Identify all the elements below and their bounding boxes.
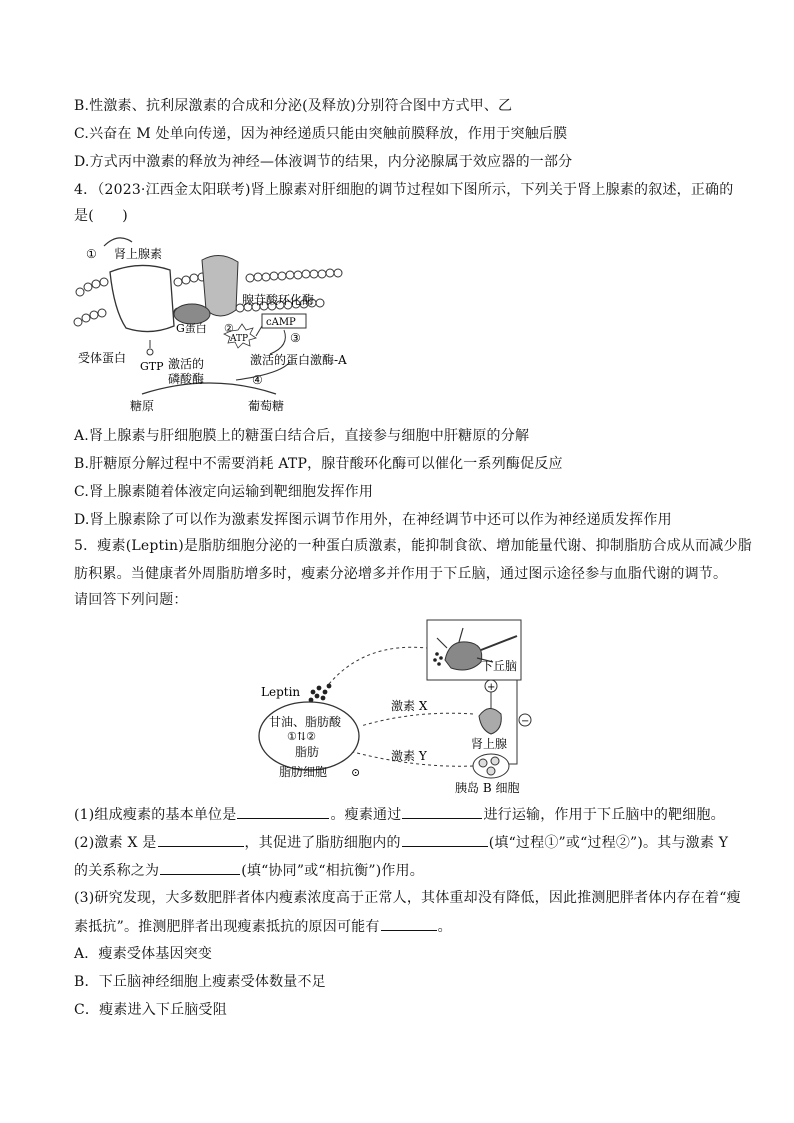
q4-option-d: D.肾上腺素除了可以作为激素发挥图示调节作用外，在神经调节中还可以作为神经递质发挥作用 xyxy=(74,512,672,528)
circle-3-label: ③ xyxy=(290,331,301,345)
q4-option-a: A.肾上腺素与肝细胞膜上的糖蛋白结合后，直接参与细胞中肝糖原的分解 xyxy=(74,428,530,444)
glycogen-label: 糖原 xyxy=(130,399,155,413)
q5-subquestion-3-line1: (3)研究发现，大多数肥胖者体内瘦素浓度高于正常人，其体重却没有降低，因此推测肥胖者体内存在着“瘦 xyxy=(74,890,741,906)
atp-label: ATP xyxy=(230,334,249,344)
q5-sub2-text-b: ，其促进了脂肪细胞内的 xyxy=(244,835,401,851)
adenylate-cyclase-shape xyxy=(202,255,238,316)
q4-figure-membrane-diagram xyxy=(70,230,380,415)
q5-stem-line1: 5．瘦素(Leptin)是脂肪细胞分泌的一种蛋白质激素，能抑制食欲、增加能量代谢、抑制脂肪合成从而减少脂 xyxy=(74,538,752,554)
leptin-to-hypothalamus-arrow xyxy=(329,647,427,684)
q5-sub1-text-a: (1)组成瘦素的基本单位是 xyxy=(74,807,237,823)
adrenaline-label: 肾上腺素 xyxy=(114,247,163,261)
q5-subquestion-3-line2 xyxy=(74,916,452,937)
fat-label: 脂肪 xyxy=(295,745,320,759)
receptor-protein-label: 受体蛋白 xyxy=(78,351,127,365)
q5-subquestion-2-cont xyxy=(74,860,424,881)
q5-sub3-text-a: 素抵抗”。推测肥胖者出现瘦素抵抗的原因可能有 xyxy=(74,919,380,935)
q5-option-a: A．瘦素受体基因突变 xyxy=(74,946,213,962)
circle-2-label: ② xyxy=(224,322,234,335)
q5-sub3-blank[interactable] xyxy=(381,916,437,931)
secreted-granules xyxy=(309,652,443,702)
q5-sub1-text-b: 。瘦素通过 xyxy=(330,807,402,823)
hypothalamus-label: 下丘脑 xyxy=(481,659,518,673)
glycerol-fatty-acid-label: 甘油、脂肪酸 xyxy=(269,715,342,729)
q5-stem-line3: 请回答下列问题： xyxy=(74,592,188,608)
q5-sub2-text-e: (填“协同”或“相抗衡”)作用。 xyxy=(241,863,424,879)
adipocyte-label: 脂肪细胞 xyxy=(279,765,328,779)
gtp-label: GTP xyxy=(140,360,164,373)
arrow-3 xyxy=(270,330,285,354)
q5-sub3-text-b: 。 xyxy=(437,919,452,935)
q5-sub2-blank-3[interactable] xyxy=(160,860,240,875)
q5-sub2-blank-2[interactable] xyxy=(402,832,488,847)
q3-option-c: C.兴奋在 M 处单向传递，因为神经递质只能由突触前膜释放，作用于突触后膜 xyxy=(74,126,568,142)
q4-option-c: C.肾上腺素随着体液定向运输到靶细胞发挥作用 xyxy=(74,484,374,500)
dot-minus-sign: ⊙ xyxy=(351,766,361,779)
g-protein-shape xyxy=(174,304,210,324)
circle-1-label: ① xyxy=(86,247,97,261)
q5-sub2-text-c: (填“过程①”或“过程②”)。其与激素 Y xyxy=(488,835,729,851)
q5-stem-line2: 肪积累。当健康者外周脂肪增多时，瘦素分泌增多并作用于下丘脑，通过图示途径参与血脂代谢的调节。 xyxy=(74,566,728,582)
q5-sub2-text-a: (2)激素 X 是 xyxy=(74,835,157,851)
activated-phosphorylase-label-2: 磷酸酶 xyxy=(168,372,205,386)
adenylate-cyclase-label: 腺苷酸环化酶 xyxy=(242,293,315,307)
q3-option-b: B.性激素、抗利尿激素的合成和分泌(及释放)分别符合图中方式甲、乙 xyxy=(74,98,513,114)
process-label: ①⇅② xyxy=(287,730,316,743)
hormone-x-arrow xyxy=(361,713,473,726)
plus-sign: + xyxy=(487,682,496,693)
minus-sign: − xyxy=(521,716,530,727)
q4-stem-line1: 4．（2023·江西金太阳联考)肾上腺素对肝细胞的调节过程如下图所示，下列关于肾上腺素的叙述，正确的 xyxy=(74,182,734,198)
q5-sub1-blank-1[interactable] xyxy=(237,804,329,819)
hormone-x-label: 激素 X xyxy=(391,699,428,713)
arrow-2 xyxy=(256,326,262,336)
camp-label: cAMP xyxy=(266,317,296,328)
leptin-label: Leptin xyxy=(261,685,301,699)
q5-subquestion-1 xyxy=(74,804,725,825)
q3-option-d: D.方式丙中激素的释放为神经—体液调节的结果，内分泌腺属于效应器的一部分 xyxy=(74,154,573,170)
circle-4-label: ④ xyxy=(252,373,263,387)
activated-kinase-label: 激活的蛋白激酶-A xyxy=(250,353,347,367)
islet-b-cell-label: 胰岛 B 细胞 xyxy=(455,781,520,795)
q5-sub1-text-c: 进行运输，作用于下丘脑中的靶细胞。 xyxy=(483,807,725,823)
q5-subquestion-2 xyxy=(74,832,728,853)
q5-sub2-blank-1[interactable] xyxy=(158,832,244,847)
q5-figure-leptin-diagram xyxy=(255,618,545,798)
receptor-protein-shape xyxy=(110,265,174,331)
g-protein-label: G蛋白 xyxy=(176,322,207,335)
q5-option-b: B．下丘脑神经细胞上瘦素受体数量不足 xyxy=(74,974,326,990)
adrenal-gland-shape xyxy=(479,708,501,734)
activated-phosphorylase-label-1: 激活的 xyxy=(168,357,205,371)
q5-sub1-blank-2[interactable] xyxy=(402,804,482,819)
arrow-1 xyxy=(104,238,132,246)
q5-sub2-text-d: 的关系称之为 xyxy=(74,863,160,879)
q4-stem-line2: 是( ) xyxy=(74,208,128,224)
adrenal-label: 肾上腺 xyxy=(471,737,508,751)
q5-option-c: C．瘦素进入下丘脑受阻 xyxy=(74,1002,227,1018)
hormone-y-label: 激素 Y xyxy=(391,749,427,763)
glucose-label: 葡萄糖 xyxy=(248,399,285,413)
q4-option-b: B.肝糖原分解过程中不需要消耗 ATP，腺苷酸环化酶可以催化一系列酶促反应 xyxy=(74,456,563,472)
